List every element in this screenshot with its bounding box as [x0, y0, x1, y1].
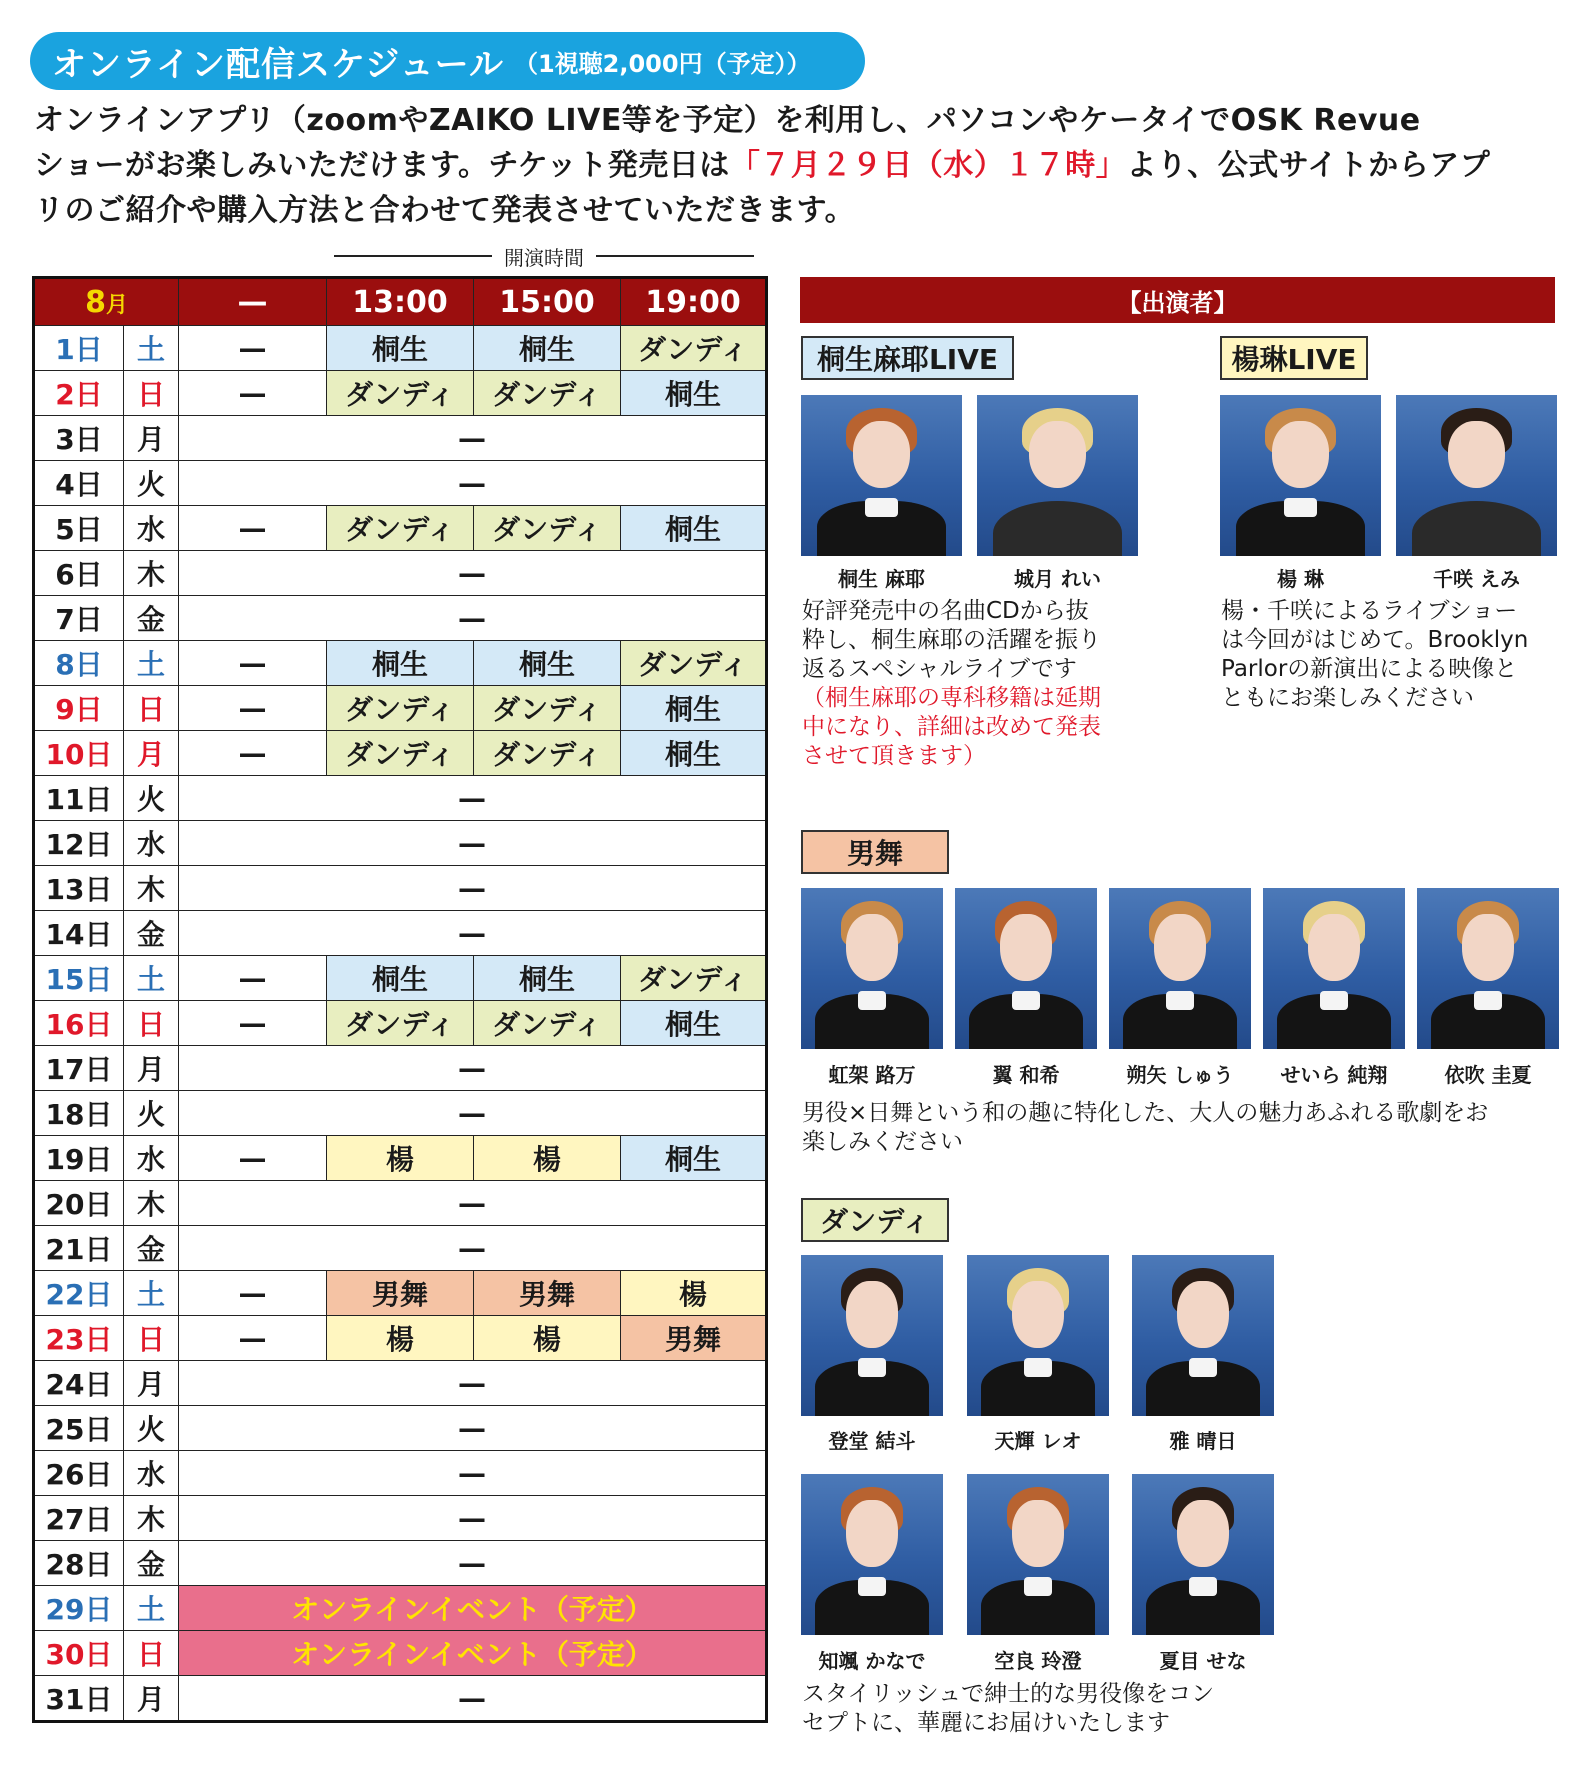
online-event-cell: オンラインイベント（予定）	[179, 1586, 767, 1631]
early-slot-cell: —	[179, 1001, 327, 1046]
no-show-cell: —	[179, 1496, 767, 1541]
show-cell: 楊	[327, 1316, 474, 1361]
photo-amaki-reo	[967, 1255, 1109, 1416]
otoko-desc-1: 男役×日舞という和の趣に特化した、大人の魅力あふれる歌劇をお	[802, 1100, 1489, 1126]
schedule-row	[34, 686, 767, 731]
no-show-cell: —	[179, 1181, 767, 1226]
name-chisaki-emi: 千咲 えみ	[1433, 567, 1520, 591]
day-weekday: 木	[124, 1496, 179, 1541]
show-cell: ダンディ	[621, 956, 767, 1001]
no-show-cell: —	[179, 1361, 767, 1406]
no-show-cell: —	[179, 1406, 767, 1451]
schedule-row	[34, 776, 767, 821]
day-date: 1日	[34, 326, 124, 371]
day-weekday: 水	[124, 506, 179, 551]
photo-chihaya-kanade	[801, 1474, 943, 1635]
photo-miyabi-haruhi	[1132, 1255, 1274, 1416]
otoko-desc-2: 楽しみください	[802, 1129, 963, 1155]
dandy-desc-2: セプトに、華麗にお届けいたします	[802, 1710, 1170, 1736]
day-weekday: 金	[124, 911, 179, 956]
early-slot-cell: —	[179, 506, 327, 551]
day-date: 2日	[34, 371, 124, 416]
photo-sakuya-shu	[1109, 888, 1251, 1049]
dandy-desc-1: スタイリッシュで紳士的な男役像をコン	[802, 1681, 1215, 1707]
kiryu-desc-1: 好評発売中の名曲CDから抜	[802, 598, 1089, 624]
show-cell: 男舞	[474, 1271, 621, 1316]
no-show-cell: —	[179, 1046, 767, 1091]
intro-line-3: リのご紹介や購入方法と合わせて発表させていただきます。	[34, 193, 856, 228]
photo-yang-lin	[1220, 395, 1381, 556]
photo-ibuki-keika	[1417, 888, 1559, 1049]
schedule-row	[34, 1496, 767, 1541]
header-dash: —	[179, 278, 327, 326]
name-shirotsuki-rei: 城月 れい	[1014, 567, 1101, 591]
no-show-cell: —	[179, 1451, 767, 1496]
day-date: 26日	[34, 1451, 124, 1496]
schedule-title: オンライン配信スケジュール	[52, 44, 504, 85]
day-date: 30日	[34, 1631, 124, 1676]
yang-desc-1: 楊・千咲によるライブショー	[1221, 598, 1518, 624]
show-cell: 桐生	[621, 371, 767, 416]
online-event-cell: オンラインイベント（予定）	[179, 1631, 767, 1676]
early-slot-cell: —	[179, 1136, 327, 1181]
day-date: 21日	[34, 1226, 124, 1271]
day-date: 9日	[34, 686, 124, 731]
show-cell: ダンディ	[327, 371, 474, 416]
kiryu-live-tag: 桐生麻耶LIVE	[801, 336, 1014, 380]
day-weekday: 月	[124, 1676, 179, 1722]
early-slot-cell: —	[179, 326, 327, 371]
day-date: 12日	[34, 821, 124, 866]
day-weekday: 土	[124, 1586, 179, 1631]
day-date: 14日	[34, 911, 124, 956]
otokomai-description	[802, 1099, 1562, 1157]
schedule-row	[34, 1226, 767, 1271]
name-yang-lin: 楊 琳	[1277, 567, 1324, 591]
no-show-cell: —	[179, 776, 767, 821]
ticket-release-date: 「７月２９日（水）１７時」	[729, 148, 1127, 183]
name-amaki-reo: 天輝 レオ	[994, 1429, 1082, 1453]
day-date: 25日	[34, 1406, 124, 1451]
name-sora-reisu: 空良 玲澄	[994, 1649, 1082, 1673]
schedule-row	[34, 1271, 767, 1316]
day-weekday: 土	[124, 326, 179, 371]
show-cell: ダンディ	[474, 1001, 621, 1046]
yang-desc-2: は今回がはじめて。Brooklyn	[1221, 627, 1529, 653]
photo-kiryu-maya	[801, 395, 962, 556]
show-cell: 楊	[621, 1271, 767, 1316]
show-cell: 桐生	[621, 506, 767, 551]
schedule-row	[34, 1451, 767, 1496]
day-weekday: 木	[124, 551, 179, 596]
show-cell: 楊	[327, 1136, 474, 1181]
time-19: 19:00	[621, 278, 767, 326]
day-weekday: 金	[124, 1226, 179, 1271]
show-cell: 桐生	[621, 686, 767, 731]
no-show-cell: —	[179, 596, 767, 641]
photo-nijika-roman	[801, 888, 943, 1049]
schedule-row	[34, 1046, 767, 1091]
schedule-title-banner	[30, 32, 865, 90]
show-cell: ダンディ	[621, 641, 767, 686]
name-ibuki-keika: 依吹 圭夏	[1444, 1063, 1532, 1087]
showtime-label-text: 開演時間	[504, 245, 584, 270]
schedule-row	[34, 821, 767, 866]
kiryu-note-3: させて頂きます）	[802, 743, 986, 769]
day-weekday: 火	[124, 1091, 179, 1136]
show-cell: ダンディ	[474, 506, 621, 551]
photo-natsume-sena	[1132, 1474, 1274, 1635]
no-show-cell: —	[179, 461, 767, 506]
day-weekday: 木	[124, 1181, 179, 1226]
no-show-cell: —	[179, 551, 767, 596]
day-weekday: 木	[124, 866, 179, 911]
day-weekday: 水	[124, 821, 179, 866]
show-cell: 桐生	[327, 326, 474, 371]
show-cell: 楊	[474, 1316, 621, 1361]
show-cell: ダンディ	[327, 1001, 474, 1046]
early-slot-cell: —	[179, 1316, 327, 1361]
schedule-body	[34, 326, 767, 1722]
day-date: 19日	[34, 1136, 124, 1181]
day-weekday: 火	[124, 1406, 179, 1451]
schedule-row	[34, 956, 767, 1001]
schedule-row	[34, 1136, 767, 1181]
schedule-table	[32, 276, 768, 1723]
schedule-row	[34, 1586, 767, 1631]
schedule-row	[34, 1001, 767, 1046]
no-show-cell: —	[179, 416, 767, 461]
yang-live-tag: 楊琳LIVE	[1220, 336, 1368, 380]
photo-todo-yuito	[801, 1255, 943, 1416]
dandy-tag: ダンディ	[801, 1198, 949, 1242]
name-todo-yuito: 登堂 結斗	[828, 1429, 916, 1453]
day-date: 23日	[34, 1316, 124, 1361]
yang-desc-4: ともにお楽しみください	[1221, 685, 1474, 711]
day-date: 24日	[34, 1361, 124, 1406]
day-weekday: 金	[124, 1541, 179, 1586]
schedule-row	[34, 1316, 767, 1361]
cast-header: 【出演者】	[800, 277, 1555, 323]
show-cell: ダンディ	[474, 731, 621, 776]
schedule-row	[34, 1181, 767, 1226]
day-date: 8日	[34, 641, 124, 686]
day-date: 11日	[34, 776, 124, 821]
kiryu-desc-3: 返るスペシャルライブです	[802, 656, 1077, 682]
name-kiryu-maya: 桐生 麻耶	[838, 567, 925, 591]
day-date: 15日	[34, 956, 124, 1001]
photo-seira-sumito	[1263, 888, 1405, 1049]
day-date: 17日	[34, 1046, 124, 1091]
schedule-row	[34, 326, 767, 371]
schedule-row	[34, 1541, 767, 1586]
day-date: 10日	[34, 731, 124, 776]
no-show-cell: —	[179, 866, 767, 911]
day-weekday: 日	[124, 686, 179, 731]
no-show-cell: —	[179, 1226, 767, 1271]
intro-line-2a: ショーがお楽しみいただけます。チケット発売日は	[34, 148, 730, 183]
name-chihaya-kanade: 知颯 かなで	[818, 1649, 926, 1673]
early-slot-cell: —	[179, 641, 327, 686]
schedule-row	[34, 1091, 767, 1136]
show-cell: 桐生	[621, 1001, 767, 1046]
show-cell: 男舞	[327, 1271, 474, 1316]
schedule-row	[34, 506, 767, 551]
name-sakuya-shu: 朔矢 しゅう	[1126, 1063, 1234, 1087]
show-cell: 桐生	[327, 641, 474, 686]
day-date: 29日	[34, 1586, 124, 1631]
day-weekday: 土	[124, 641, 179, 686]
schedule-row	[34, 1406, 767, 1451]
early-slot-cell: —	[179, 1271, 327, 1316]
no-show-cell: —	[179, 1091, 767, 1136]
kiryu-live-description	[802, 597, 1147, 771]
show-cell: ダンディ	[621, 326, 767, 371]
no-show-cell: —	[179, 911, 767, 956]
day-date: 7日	[34, 596, 124, 641]
day-date: 18日	[34, 1091, 124, 1136]
name-nijika-roman: 虹架 路万	[828, 1063, 916, 1087]
early-slot-cell: —	[179, 956, 327, 1001]
show-cell: ダンディ	[327, 506, 474, 551]
intro-line-2	[34, 143, 1554, 188]
schedule-row	[34, 641, 767, 686]
schedule-row	[34, 731, 767, 776]
schedule-row	[34, 1361, 767, 1406]
schedule-row	[34, 416, 767, 461]
show-cell: 桐生	[621, 1136, 767, 1181]
day-weekday: 土	[124, 1271, 179, 1316]
day-weekday: 水	[124, 1136, 179, 1181]
day-weekday: 日	[124, 1316, 179, 1361]
day-weekday: 月	[124, 1361, 179, 1406]
show-cell: ダンディ	[327, 731, 474, 776]
show-cell: 桐生	[474, 641, 621, 686]
schedule-row	[34, 461, 767, 506]
schedule-header-row	[34, 278, 767, 326]
intro-line-2b: より、公式サイトからアプ	[1126, 148, 1491, 183]
day-date: 16日	[34, 1001, 124, 1046]
day-date: 4日	[34, 461, 124, 506]
kiryu-desc-2: 粋し、桐生麻耶の活躍を振り	[802, 627, 1101, 653]
day-date: 20日	[34, 1181, 124, 1226]
show-cell: ダンディ	[474, 371, 621, 416]
day-date: 6日	[34, 551, 124, 596]
name-tsubasa-kazuki: 翼 和希	[992, 1063, 1060, 1087]
photo-chisaki-emi	[1396, 395, 1557, 556]
day-date: 3日	[34, 416, 124, 461]
schedule-price: （1視聴2,000円（予定））	[513, 49, 811, 78]
day-weekday: 月	[124, 1046, 179, 1091]
schedule-row	[34, 1631, 767, 1676]
month-unit: 月	[105, 292, 128, 318]
otokomai-tag: 男舞	[801, 830, 949, 874]
schedule-row	[34, 371, 767, 416]
yang-live-description	[1221, 597, 1566, 713]
show-cell: 桐生	[327, 956, 474, 1001]
day-weekday: 月	[124, 416, 179, 461]
day-date: 5日	[34, 506, 124, 551]
time-15: 15:00	[474, 278, 621, 326]
schedule-row	[34, 551, 767, 596]
day-weekday: 土	[124, 956, 179, 1001]
yang-desc-3: Parlorの新演出による映像と	[1221, 656, 1518, 682]
time-13: 13:00	[327, 278, 474, 326]
month-header	[34, 278, 179, 326]
day-weekday: 日	[124, 371, 179, 416]
early-slot-cell: —	[179, 686, 327, 731]
schedule-row	[34, 1676, 767, 1722]
schedule-row	[34, 866, 767, 911]
show-cell: 桐生	[621, 731, 767, 776]
day-weekday: 水	[124, 1451, 179, 1496]
name-seira-sumito: せいら 純翔	[1280, 1063, 1388, 1087]
no-show-cell: —	[179, 1676, 767, 1722]
day-date: 22日	[34, 1271, 124, 1316]
early-slot-cell: —	[179, 731, 327, 776]
intro-line-1: オンラインアプリ（zoomやZAIKO LIVE等を予定）を利用し、パソコンやケータイでOSK Revue	[34, 103, 1421, 138]
day-date: 27日	[34, 1496, 124, 1541]
show-cell: ダンディ	[327, 686, 474, 731]
name-miyabi-haruhi: 雅 晴日	[1169, 1429, 1237, 1453]
month-number: 8	[85, 284, 106, 320]
showtime-label	[334, 243, 754, 269]
day-date: 28日	[34, 1541, 124, 1586]
no-show-cell: —	[179, 1541, 767, 1586]
photo-sora-reisu	[967, 1474, 1109, 1635]
schedule-row	[34, 911, 767, 956]
photo-tsubasa-kazuki	[955, 888, 1097, 1049]
day-weekday: 金	[124, 596, 179, 641]
no-show-cell: —	[179, 821, 767, 866]
day-date: 31日	[34, 1676, 124, 1722]
day-weekday: 日	[124, 1001, 179, 1046]
show-cell: 男舞	[621, 1316, 767, 1361]
day-date: 13日	[34, 866, 124, 911]
day-weekday: 火	[124, 461, 179, 506]
kiryu-note-2: 中になり、詳細は改めて発表	[802, 714, 1101, 740]
schedule-row	[34, 596, 767, 641]
dandy-description	[802, 1680, 1262, 1738]
day-weekday: 日	[124, 1631, 179, 1676]
day-weekday: 月	[124, 731, 179, 776]
day-weekday: 火	[124, 776, 179, 821]
kiryu-note-1: （桐生麻耶の専科移籍は延期	[802, 685, 1101, 711]
show-cell: 桐生	[474, 326, 621, 371]
name-natsume-sena: 夏目 せな	[1159, 1649, 1247, 1673]
show-cell: ダンディ	[474, 686, 621, 731]
early-slot-cell: —	[179, 371, 327, 416]
photo-shirotsuki-rei	[977, 395, 1138, 556]
show-cell: 桐生	[474, 956, 621, 1001]
show-cell: 楊	[474, 1136, 621, 1181]
intro-paragraph	[34, 98, 1554, 233]
